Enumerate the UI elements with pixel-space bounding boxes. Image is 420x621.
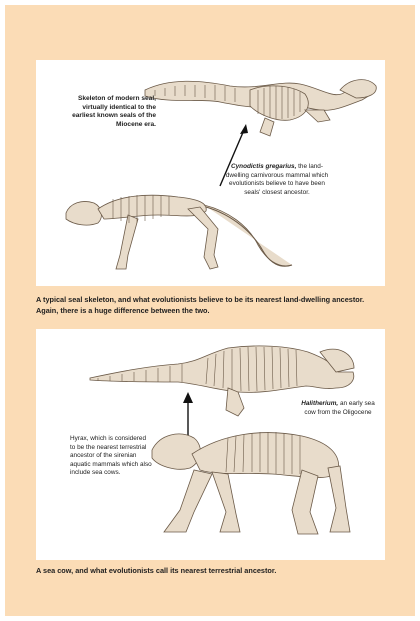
cynodictis-description: the land-dwelling carnivorous mammal which evolutionists believe to have been seals' closest ancestor. bbox=[225, 163, 329, 196]
cynodictis-skeleton-illustration bbox=[58, 185, 298, 280]
hyrax-label: Hyrax, which is considered to be the nearest terrestrial ancestor of the sirenian aquatic mammals which also include sea cows. bbox=[70, 435, 152, 476]
cynodictis-name: Cynodictis gregarius, bbox=[231, 163, 297, 170]
halitherium-label bbox=[297, 400, 379, 417]
seal-skeleton-illustration bbox=[140, 70, 380, 140]
figure2-caption: A sea cow, and what evolutionists call its nearest terrestrial ancestor. bbox=[36, 566, 277, 575]
seal-label: Skeleton of modern seal, virtually identical to the earliest known seals of the Miocene era. bbox=[72, 95, 156, 128]
hyrax-skeleton-illustration bbox=[142, 420, 364, 550]
halitherium-description: an early sea cow from the Oligocene bbox=[304, 400, 375, 416]
figure1-caption: A typical seal skeleton, and what evolutionists believe to be its nearest land-dwelling ancestor. Again, there is a huge difference between the two. bbox=[36, 295, 365, 315]
halitherium-name: Halitherium, bbox=[301, 400, 339, 407]
